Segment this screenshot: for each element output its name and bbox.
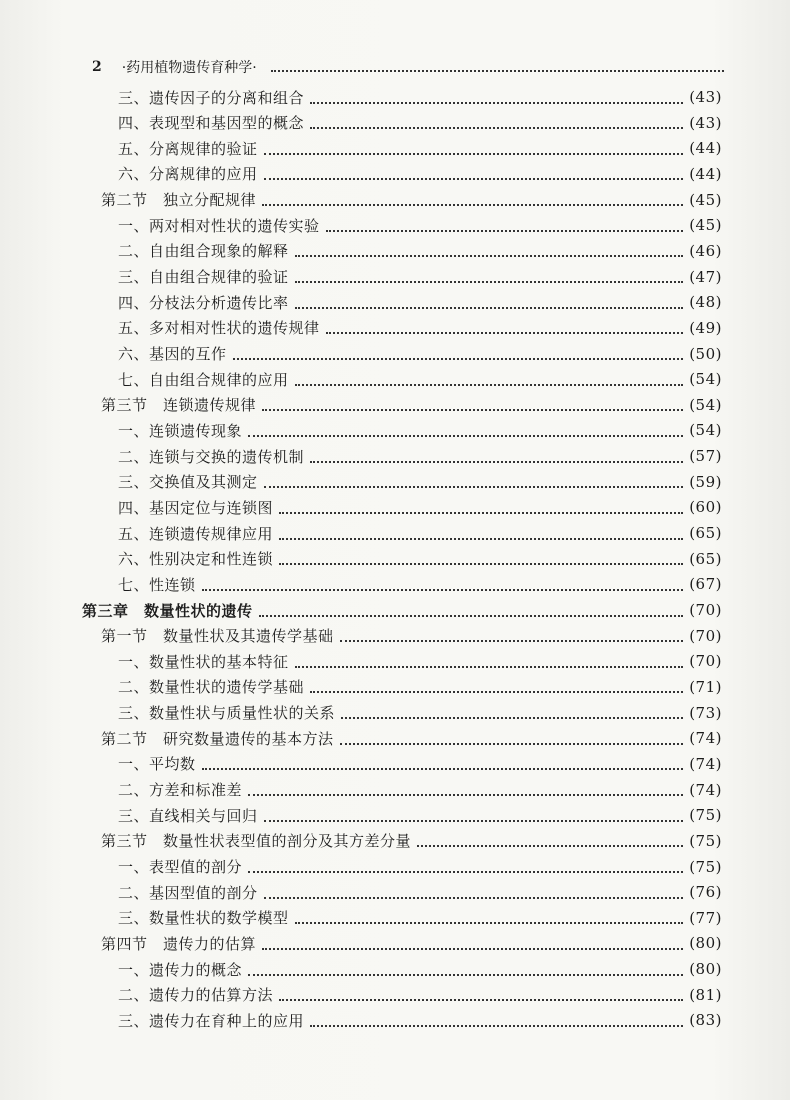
toc-item — [118, 342, 722, 366]
toc-item — [118, 85, 722, 109]
entry-page: (70) — [689, 652, 722, 671]
entry-page: (65) — [689, 524, 722, 543]
toc-item — [118, 495, 722, 519]
dot-leader — [340, 639, 684, 642]
entry-page: (44) — [689, 139, 722, 158]
dot-leader — [202, 588, 684, 591]
entry-page: (81) — [689, 985, 722, 1004]
toc-item — [118, 572, 722, 596]
running-header — [92, 56, 724, 78]
dot-leader — [340, 742, 684, 745]
dot-leader — [264, 177, 684, 180]
entry-title: 五、分离规律的验证 — [118, 139, 258, 158]
toc-item — [118, 855, 722, 879]
dot-leader — [310, 460, 683, 463]
entry-title: 三、遗传因子的分离和组合 — [118, 88, 305, 107]
entry-page: (44) — [689, 164, 722, 183]
entry-page: (75) — [689, 806, 722, 825]
entry-title: 一、数量性状的基本特征 — [118, 652, 289, 671]
dot-leader — [279, 537, 683, 540]
dot-leader — [326, 229, 684, 232]
entry-title: 二、自由组合现象的解释 — [118, 242, 289, 261]
entry-title: 一、平均数 — [118, 755, 196, 774]
toc-item — [118, 367, 722, 391]
dot-leader — [264, 819, 684, 822]
dot-leader — [295, 921, 684, 924]
toc-section — [101, 624, 722, 648]
toc-item — [118, 239, 722, 263]
entry-page: (73) — [689, 703, 722, 722]
toc-section — [101, 393, 722, 417]
entry-title: 三、交换值及其测定 — [118, 473, 258, 492]
entry-title: 五、多对相对性状的遗传规律 — [118, 319, 320, 338]
entry-title: 三、遗传力在育种上的应用 — [118, 1011, 305, 1030]
toc-item — [118, 752, 722, 776]
page-number: 2 — [92, 59, 102, 75]
entry-title: 三、自由组合规律的验证 — [118, 268, 289, 287]
dot-leader — [264, 485, 684, 488]
entry-page: (49) — [689, 318, 722, 337]
entry-title: 第三章 数量性状的遗传 — [82, 601, 253, 620]
entry-page: (46) — [689, 241, 722, 260]
toc-item — [118, 470, 722, 494]
dot-leader — [310, 690, 683, 693]
entry-page: (71) — [689, 677, 722, 696]
toc-item — [118, 290, 722, 314]
dot-leader — [279, 562, 683, 565]
dot-leader — [295, 254, 684, 257]
entry-page: (54) — [689, 370, 722, 389]
entry-page: (54) — [689, 395, 722, 414]
header-rule — [271, 69, 724, 72]
entry-page: (76) — [689, 883, 722, 902]
entry-page: (43) — [689, 88, 722, 106]
entry-title: 二、基因型值的剖分 — [118, 883, 258, 902]
dot-leader — [295, 383, 684, 386]
entry-title: 二、数量性状的遗传学基础 — [118, 678, 305, 697]
book-title: ·药用植物遗传育种学· — [121, 60, 257, 76]
dot-leader — [248, 434, 683, 437]
toc-item — [118, 521, 722, 545]
toc-item — [118, 136, 722, 160]
toc-item — [118, 1008, 722, 1032]
entry-title: 四、表现型和基因型的概念 — [118, 114, 305, 133]
dot-leader — [417, 844, 683, 847]
toc-item — [118, 111, 722, 135]
toc-item — [118, 880, 722, 904]
entry-page: (67) — [689, 575, 722, 594]
toc-item — [118, 675, 722, 699]
dot-leader — [295, 280, 684, 283]
dot-leader — [262, 203, 683, 206]
dot-leader — [310, 1024, 683, 1027]
entry-page: (45) — [689, 216, 722, 235]
entry-title: 一、遗传力的概念 — [118, 960, 243, 979]
toc-item — [118, 265, 722, 289]
entry-title: 第三节 数量性状表型值的剖分及其方差分量 — [101, 832, 412, 851]
entry-title: 第三节 连锁遗传规律 — [101, 396, 257, 415]
entry-page: (59) — [689, 472, 722, 491]
dot-leader — [310, 126, 683, 129]
entry-title: 六、分离规律的应用 — [118, 165, 258, 184]
toc-item — [118, 547, 722, 571]
entry-title: 四、分枝法分析遗传比率 — [118, 293, 289, 312]
entry-page: (60) — [689, 498, 722, 517]
dot-leader — [248, 870, 683, 873]
entry-title: 三、直线相关与回归 — [118, 806, 258, 825]
entry-title: 七、自由组合规律的应用 — [118, 370, 289, 389]
dot-leader — [326, 331, 684, 334]
entry-page: (74) — [689, 754, 722, 773]
entry-title: 第一节 数量性状及其遗传学基础 — [101, 627, 334, 646]
entry-title: 六、基因的互作 — [118, 345, 227, 363]
entry-title: 六、性别决定和性连锁 — [118, 550, 274, 569]
toc-item — [118, 906, 722, 930]
entry-page: (45) — [689, 190, 722, 209]
entry-title: 七、性连锁 — [118, 575, 196, 594]
toc-item — [118, 649, 722, 673]
entry-page: (50) — [689, 344, 722, 363]
entry-title: 二、方差和标准差 — [118, 781, 243, 800]
entry-page: (75) — [689, 831, 722, 850]
toc-item — [118, 983, 722, 1007]
entry-title: 第二节 独立分配规律 — [101, 191, 257, 210]
entry-title: 二、遗传力的估算方法 — [118, 986, 274, 1005]
entry-page: (65) — [689, 549, 722, 568]
entry-page: (80) — [689, 960, 722, 979]
toc-item — [118, 316, 722, 340]
dot-leader — [262, 408, 683, 411]
entry-page: (70) — [689, 626, 722, 645]
toc-section — [101, 188, 722, 212]
entry-title: 第二节 研究数量遗传的基本方法 — [101, 729, 334, 748]
entry-page: (83) — [689, 1011, 722, 1030]
toc-item — [118, 213, 722, 237]
entry-title: 第四节 遗传力的估算 — [101, 934, 257, 953]
entry-title: 一、连锁遗传现象 — [118, 421, 243, 440]
entry-title: 一、表型值的剖分 — [118, 858, 243, 876]
dot-leader — [310, 101, 683, 104]
dot-leader — [202, 767, 684, 770]
toc-chapter — [82, 598, 722, 622]
dot-leader — [279, 511, 683, 514]
toc-item — [118, 778, 722, 802]
toc-item — [118, 957, 722, 981]
dot-leader — [295, 306, 684, 309]
entry-page: (75) — [689, 857, 722, 876]
toc-section — [101, 829, 722, 853]
entry-title: 三、数量性状的数学模型 — [118, 909, 289, 928]
entry-title: 一、两对相对性状的遗传实验 — [118, 216, 320, 235]
dot-leader — [248, 973, 683, 976]
toc-item — [118, 418, 722, 442]
toc-section — [101, 726, 722, 750]
dot-leader — [248, 793, 683, 796]
entry-title: 五、连锁遗传规律应用 — [118, 524, 274, 543]
entry-page: (77) — [689, 908, 722, 927]
dot-leader — [233, 357, 684, 360]
entry-title: 三、数量性状与质量性状的关系 — [118, 704, 336, 723]
dot-leader — [264, 152, 684, 155]
dot-leader — [295, 665, 684, 668]
dot-leader — [279, 998, 683, 1001]
entry-title: 四、基因定位与连锁图 — [118, 498, 274, 517]
entry-page: (57) — [689, 447, 722, 466]
dot-leader — [341, 716, 683, 719]
toc-item — [118, 701, 722, 725]
entry-title: 二、连锁与交换的遗传机制 — [118, 447, 305, 466]
entry-page: (70) — [689, 601, 722, 619]
entry-page: (74) — [689, 780, 722, 799]
dot-leader — [262, 947, 683, 950]
entry-page: (80) — [689, 934, 722, 953]
dot-leader — [259, 614, 684, 617]
entry-page: (48) — [689, 293, 722, 312]
dot-leader — [264, 896, 684, 899]
toc-item — [118, 162, 722, 186]
toc-item — [118, 444, 722, 468]
entry-page: (43) — [689, 113, 722, 132]
entry-page: (74) — [689, 729, 722, 748]
toc-item — [118, 803, 722, 827]
entry-page: (54) — [689, 421, 722, 440]
toc-section — [101, 931, 722, 955]
entry-page: (47) — [689, 267, 722, 286]
